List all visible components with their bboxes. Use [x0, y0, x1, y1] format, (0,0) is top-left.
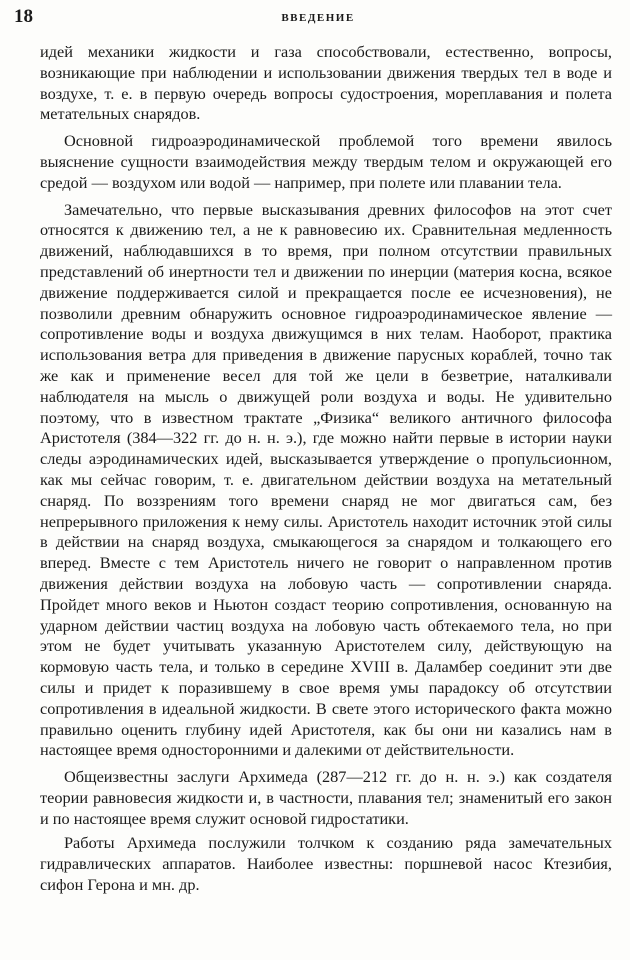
paragraph-archimedes-works: Работы Архимеда послужили толчком к созданию ряда замечательных гидравлических аппаратов. Наиболее известны: поршневой насос Ктезибия, сифон Герона и мн. др.	[40, 833, 612, 895]
running-title: ВВЕДЕНИЕ	[281, 12, 355, 24]
page-header	[14, 6, 622, 30]
page-number: 18	[14, 6, 33, 27]
paragraph-archimedes: Общеизвестны заслуги Архимеда (287—212 гг. до н. н. э.) как создателя теории равновесия жидкости и, в частности, плавания тел; знаменитый его закон и по настоящее время служит основой гидростатики.	[40, 767, 612, 828]
body-text	[40, 42, 612, 896]
paragraph-continuation: идей механики жидкости и газа способствовали, естественно, вопросы, возникающие при наблюдении и использовании движения твердых тел в воде и воздухе, т. е. в первую очередь вопросы судостроения, мореплавания и полета метательных снарядов.	[40, 42, 612, 124]
paragraph-aristotle: Замечательно, что первые высказывания древних философов на этот счет относятся к движению тел, а не к равновесию их. Сравнительная медленность движений, наблюдавшихся в то время, при полном отсутствии правильных представлений об инертности тел и движении по инерции (материя косна, всякое движение поддерживается силой и прекращается после ее исчезновения), не позволили древним обнаружить основное гидроаэродинамическое явление — сопротивление воды и воздуха движущимся в них телам. Наоборот, практика использования ветра для приведения в движение парусных кораблей, точно так же как и применение весел для той же цели в безветрие, наталкивали наблюдателя на мысль о движущей роли воздуха и воды. Не удивительно поэтому, что в известном трактате „Физика“ великого античного философа Аристотеля (384—322 гг. до н. н. э.), где можно найти первые в истории науки следы аэродинамических идей, высказывается утверждение о пропульсионном, как мы сейчас говорим, т. е. двигательном действии воздуха на метательный снаряд. По воззрениям того времени снаряд не мог двигаться сам, без непрерывного приложения к нему силы. Аристотель находит источник этой силы в действии на снаряд воздуха, смыкающегося за снарядом и толкающего его вперед. Вместе с тем Аристотель ничего не говорит о направленном против движения действии воздуха на лобовую часть — сопротивлении снаряда. Пройдет много веков и Ньютон создаст теорию сопротивления, основанную на ударном действии частиц воздуха на лобовую часть обтекаемого тела, но при этом не будет учитывать указанную Аристотелем силу, действующую на кормовую часть тела, и только в середине XVIII в. Даламбер соединит эти две силы и придет к поразившему в свое время умы парадоксу об отсутствии сопротивления в идеальной жидкости. В свете этого исторического факта можно правильно оценить глубину идей Аристотеля, как бы они ни казались нам в настоящее время односторонними и далекими от действительности.	[40, 199, 612, 760]
paragraph-main-problem: Основной гидроаэродинамической проблемой того времени явилось выяснение сущности взаимодействия между твердым телом и окружающей его средой — воздухом или водой — например, при полете или плавании тела.	[40, 131, 612, 192]
